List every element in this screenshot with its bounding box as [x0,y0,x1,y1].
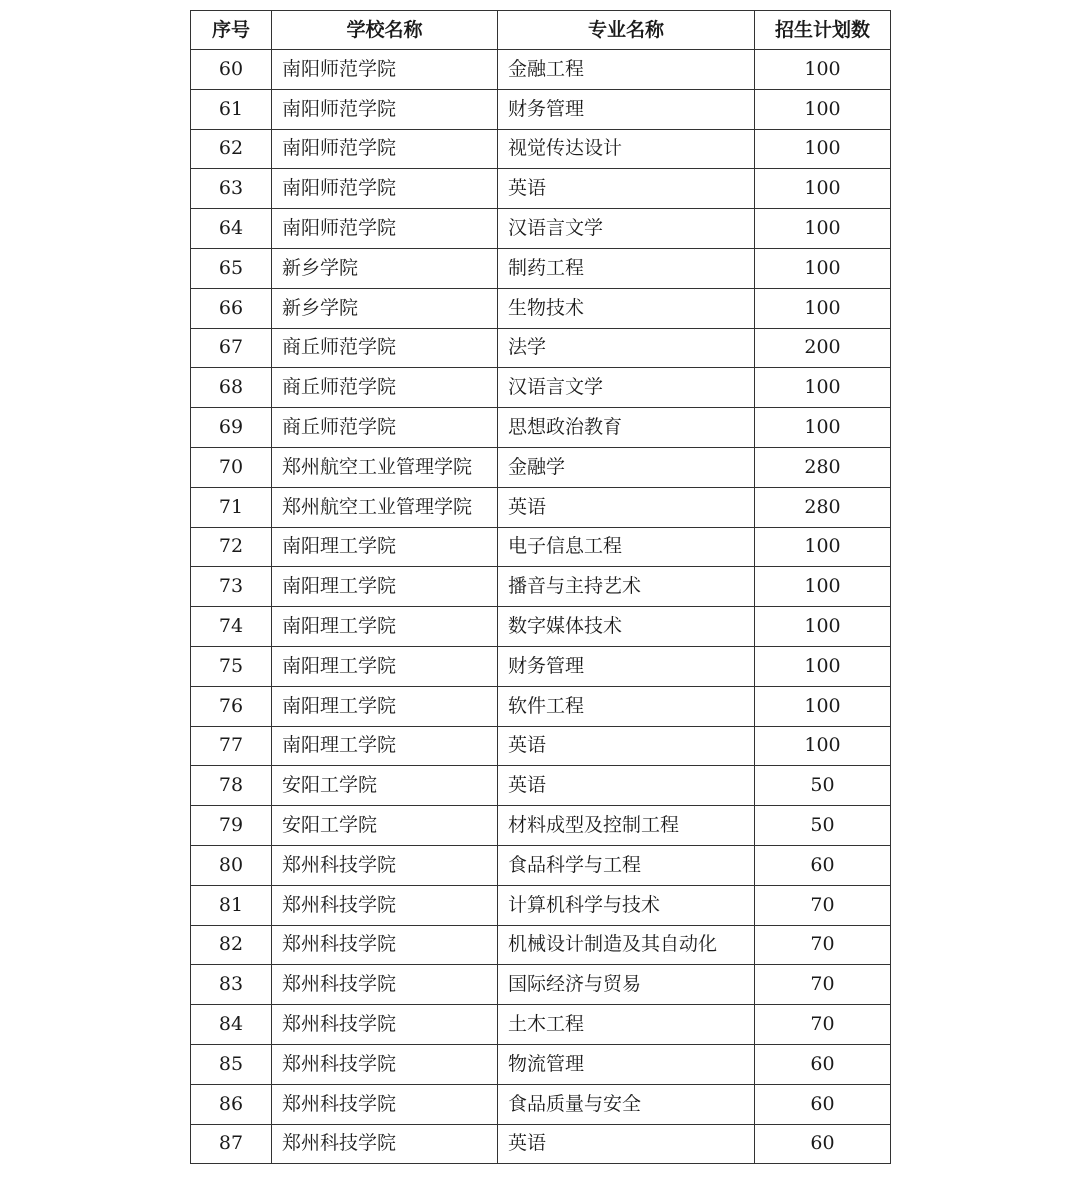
table-row [191,248,891,288]
cell-no: 63 [191,169,272,209]
cell-no: 69 [191,408,272,448]
cell-school: 商丘师范学院 [272,408,498,448]
cell-no: 61 [191,89,272,129]
cell-major: 汉语言文学 [498,209,755,249]
cell-plan: 100 [755,646,891,686]
cell-no: 87 [191,1124,272,1164]
cell-school: 郑州科技学院 [272,925,498,965]
table-row [191,925,891,965]
cell-no: 68 [191,368,272,408]
cell-major: 视觉传达设计 [498,129,755,169]
cell-school: 南阳理工学院 [272,726,498,766]
cell-school: 南阳理工学院 [272,607,498,647]
cell-major: 土木工程 [498,1005,755,1045]
table-row [191,368,891,408]
cell-major: 软件工程 [498,686,755,726]
table-row [191,447,891,487]
table-row [191,646,891,686]
cell-no: 85 [191,1044,272,1084]
cell-plan: 280 [755,447,891,487]
cell-no: 84 [191,1005,272,1045]
cell-major: 物流管理 [498,1044,755,1084]
cell-school: 商丘师范学院 [272,368,498,408]
cell-no: 81 [191,885,272,925]
cell-school: 郑州科技学院 [272,1124,498,1164]
header-no: 序号 [191,11,272,50]
cell-school: 南阳理工学院 [272,646,498,686]
table-row [191,686,891,726]
cell-no: 78 [191,766,272,806]
cell-major: 思想政治教育 [498,408,755,448]
cell-plan: 200 [755,328,891,368]
cell-plan: 70 [755,1005,891,1045]
cell-plan: 60 [755,1124,891,1164]
table-row [191,487,891,527]
cell-school: 南阳理工学院 [272,527,498,567]
cell-no: 64 [191,209,272,249]
table-row [191,885,891,925]
cell-no: 72 [191,527,272,567]
cell-major: 制药工程 [498,248,755,288]
cell-school: 南阳理工学院 [272,686,498,726]
cell-school: 郑州航空工业管理学院 [272,487,498,527]
table-row [191,965,891,1005]
cell-no: 65 [191,248,272,288]
cell-no: 83 [191,965,272,1005]
cell-major: 材料成型及控制工程 [498,806,755,846]
table-row [191,567,891,607]
header-major: 专业名称 [498,11,755,50]
enrollment-plan-table [190,10,891,1164]
cell-school: 郑州科技学院 [272,1084,498,1124]
cell-plan: 100 [755,368,891,408]
cell-major: 英语 [498,766,755,806]
table-row [191,169,891,209]
cell-plan: 100 [755,726,891,766]
cell-no: 79 [191,806,272,846]
cell-plan: 70 [755,925,891,965]
cell-major: 食品科学与工程 [498,845,755,885]
header-plan: 招生计划数 [755,11,891,50]
cell-no: 66 [191,288,272,328]
cell-no: 82 [191,925,272,965]
cell-plan: 60 [755,1044,891,1084]
table-row [191,209,891,249]
cell-plan: 100 [755,288,891,328]
table-row [191,50,891,90]
cell-plan: 100 [755,50,891,90]
cell-school: 南阳师范学院 [272,169,498,209]
cell-school: 郑州航空工业管理学院 [272,447,498,487]
cell-major: 财务管理 [498,646,755,686]
cell-no: 70 [191,447,272,487]
cell-school: 商丘师范学院 [272,328,498,368]
cell-school: 郑州科技学院 [272,965,498,1005]
table-row [191,1005,891,1045]
cell-plan: 100 [755,89,891,129]
cell-major: 数字媒体技术 [498,607,755,647]
cell-major: 国际经济与贸易 [498,965,755,1005]
table-row [191,328,891,368]
table-row [191,806,891,846]
header-school: 学校名称 [272,11,498,50]
cell-major: 生物技术 [498,288,755,328]
cell-school: 郑州科技学院 [272,845,498,885]
table-row [191,726,891,766]
cell-major: 金融学 [498,447,755,487]
cell-plan: 100 [755,607,891,647]
cell-plan: 60 [755,845,891,885]
cell-school: 南阳师范学院 [272,89,498,129]
cell-plan: 70 [755,885,891,925]
cell-school: 郑州科技学院 [272,1005,498,1045]
cell-major: 财务管理 [498,89,755,129]
cell-plan: 50 [755,766,891,806]
cell-plan: 100 [755,408,891,448]
cell-school: 郑州科技学院 [272,1044,498,1084]
table-row [191,1044,891,1084]
cell-plan: 50 [755,806,891,846]
table-row [191,129,891,169]
cell-school: 安阳工学院 [272,766,498,806]
cell-plan: 100 [755,527,891,567]
header-row [191,11,891,50]
cell-no: 60 [191,50,272,90]
table-header [191,11,891,50]
cell-school: 安阳工学院 [272,806,498,846]
table-row [191,527,891,567]
cell-major: 英语 [498,487,755,527]
cell-no: 80 [191,845,272,885]
cell-major: 食品质量与安全 [498,1084,755,1124]
table-row [191,607,891,647]
cell-major: 英语 [498,726,755,766]
cell-major: 金融工程 [498,50,755,90]
cell-major: 计算机科学与技术 [498,885,755,925]
cell-no: 76 [191,686,272,726]
table-row [191,288,891,328]
cell-major: 法学 [498,328,755,368]
cell-no: 77 [191,726,272,766]
cell-no: 86 [191,1084,272,1124]
cell-school: 南阳理工学院 [272,567,498,607]
cell-major: 汉语言文学 [498,368,755,408]
cell-no: 71 [191,487,272,527]
cell-major: 英语 [498,1124,755,1164]
cell-major: 电子信息工程 [498,527,755,567]
table-row [191,766,891,806]
table-body [191,50,891,1164]
cell-plan: 100 [755,169,891,209]
cell-no: 74 [191,607,272,647]
cell-school: 南阳师范学院 [272,209,498,249]
cell-major: 英语 [498,169,755,209]
cell-plan: 100 [755,129,891,169]
table-row [191,1124,891,1164]
table-row [191,845,891,885]
cell-no: 67 [191,328,272,368]
cell-major: 机械设计制造及其自动化 [498,925,755,965]
cell-no: 75 [191,646,272,686]
table-row [191,408,891,448]
cell-plan: 60 [755,1084,891,1124]
table-row [191,1084,891,1124]
cell-major: 播音与主持艺术 [498,567,755,607]
cell-school: 南阳师范学院 [272,50,498,90]
cell-no: 62 [191,129,272,169]
cell-plan: 100 [755,567,891,607]
cell-school: 南阳师范学院 [272,129,498,169]
table-row [191,89,891,129]
cell-school: 新乡学院 [272,248,498,288]
cell-school: 郑州科技学院 [272,885,498,925]
cell-plan: 100 [755,686,891,726]
cell-plan: 100 [755,248,891,288]
cell-plan: 280 [755,487,891,527]
cell-school: 新乡学院 [272,288,498,328]
cell-no: 73 [191,567,272,607]
cell-plan: 70 [755,965,891,1005]
cell-plan: 100 [755,209,891,249]
